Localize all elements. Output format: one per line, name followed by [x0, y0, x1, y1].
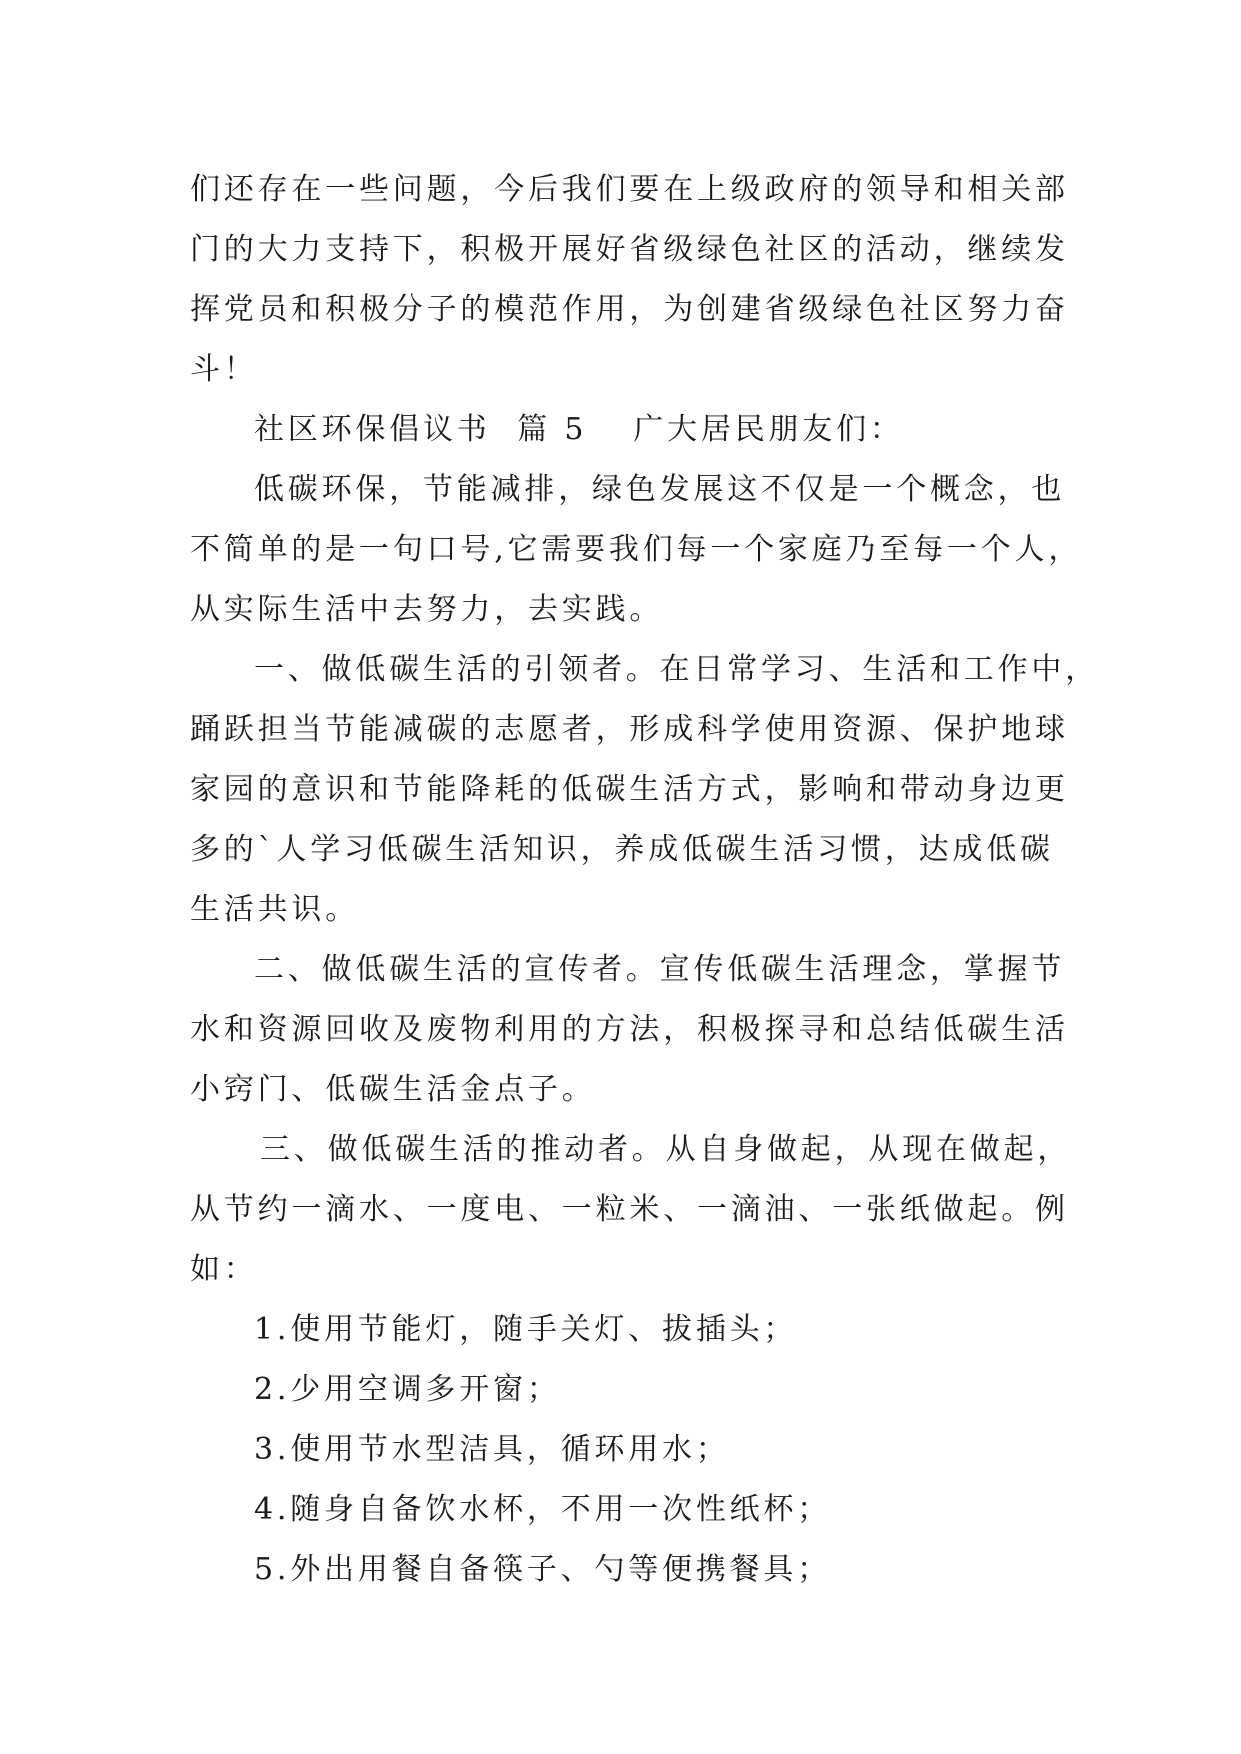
section1-line: 家园的意识和节能降耗的低碳生活方式，影响和带动身边更 [190, 772, 1069, 807]
section2-line: 水和资源回收及废物利用的方法，积极探寻和总结低碳生活 [190, 1012, 1069, 1047]
section3-line: 三、做低碳生活的推动者。从自身做起，从现在做起， [260, 1132, 1072, 1167]
paragraph-line: 斗！ [190, 352, 258, 387]
intro-line: 低碳环保，节能减排，绿色发展这不仅是一个概念，也 [254, 472, 1066, 507]
section3-line: 从节约一滴水、一度电、一粒米、一滴油、一张纸做起。例 [190, 1192, 1069, 1227]
paragraph-line: 们还存在一些问题，今后我们要在上级政府的领导和相关部 [190, 172, 1069, 207]
section1-line: 一、做低碳生活的引领者。在日常学习、生活和工作中， [254, 652, 1099, 687]
heading-greeting: 广大居民朋友们： [633, 412, 904, 447]
intro-line: 不简单的是一句口号,它需要我们每一个家庭乃至每一个人， [190, 532, 1083, 567]
section3-line: 如： [190, 1252, 258, 1287]
list-item: 4.随身自备饮水杯，不用一次性纸杯； [254, 1492, 832, 1527]
paragraph-line: 挥党员和积极分子的模范作用，为创建省级绿色社区努力奋 [190, 292, 1069, 327]
heading-title: 社区环保倡议书 篇 5 [254, 412, 588, 447]
list-item: 1.使用节能灯，随手关灯、拔插头； [254, 1312, 798, 1347]
section1-line: 踊跃担当节能减碳的志愿者，形成科学使用资源、保护地球 [190, 712, 1069, 747]
list-item: 2.少用空调多开窗； [254, 1372, 561, 1407]
paragraph-line: 门的大力支持下，积极开展好省级绿色社区的活动，继续发 [190, 232, 1069, 267]
section1-line: 多的`人学习低碳生活知识，养成低碳生活习惯，达成低碳 [190, 832, 1054, 867]
list-item: 3.使用节水型洁具，循环用水； [254, 1432, 730, 1467]
list-item: 5.外出用餐自备筷子、勺等便携餐具； [254, 1552, 832, 1587]
section2-line: 小窍门、低碳生活金点子。 [190, 1072, 596, 1107]
intro-line: 从实际生活中去努力，去实践。 [190, 592, 664, 627]
section1-line: 生活共识。 [190, 892, 359, 927]
section2-line: 二、做低碳生活的宣传者。宣传低碳生活理念，掌握节 [254, 952, 1066, 987]
document-body [190, 160, 1099, 1600]
section-heading [190, 400, 1060, 460]
